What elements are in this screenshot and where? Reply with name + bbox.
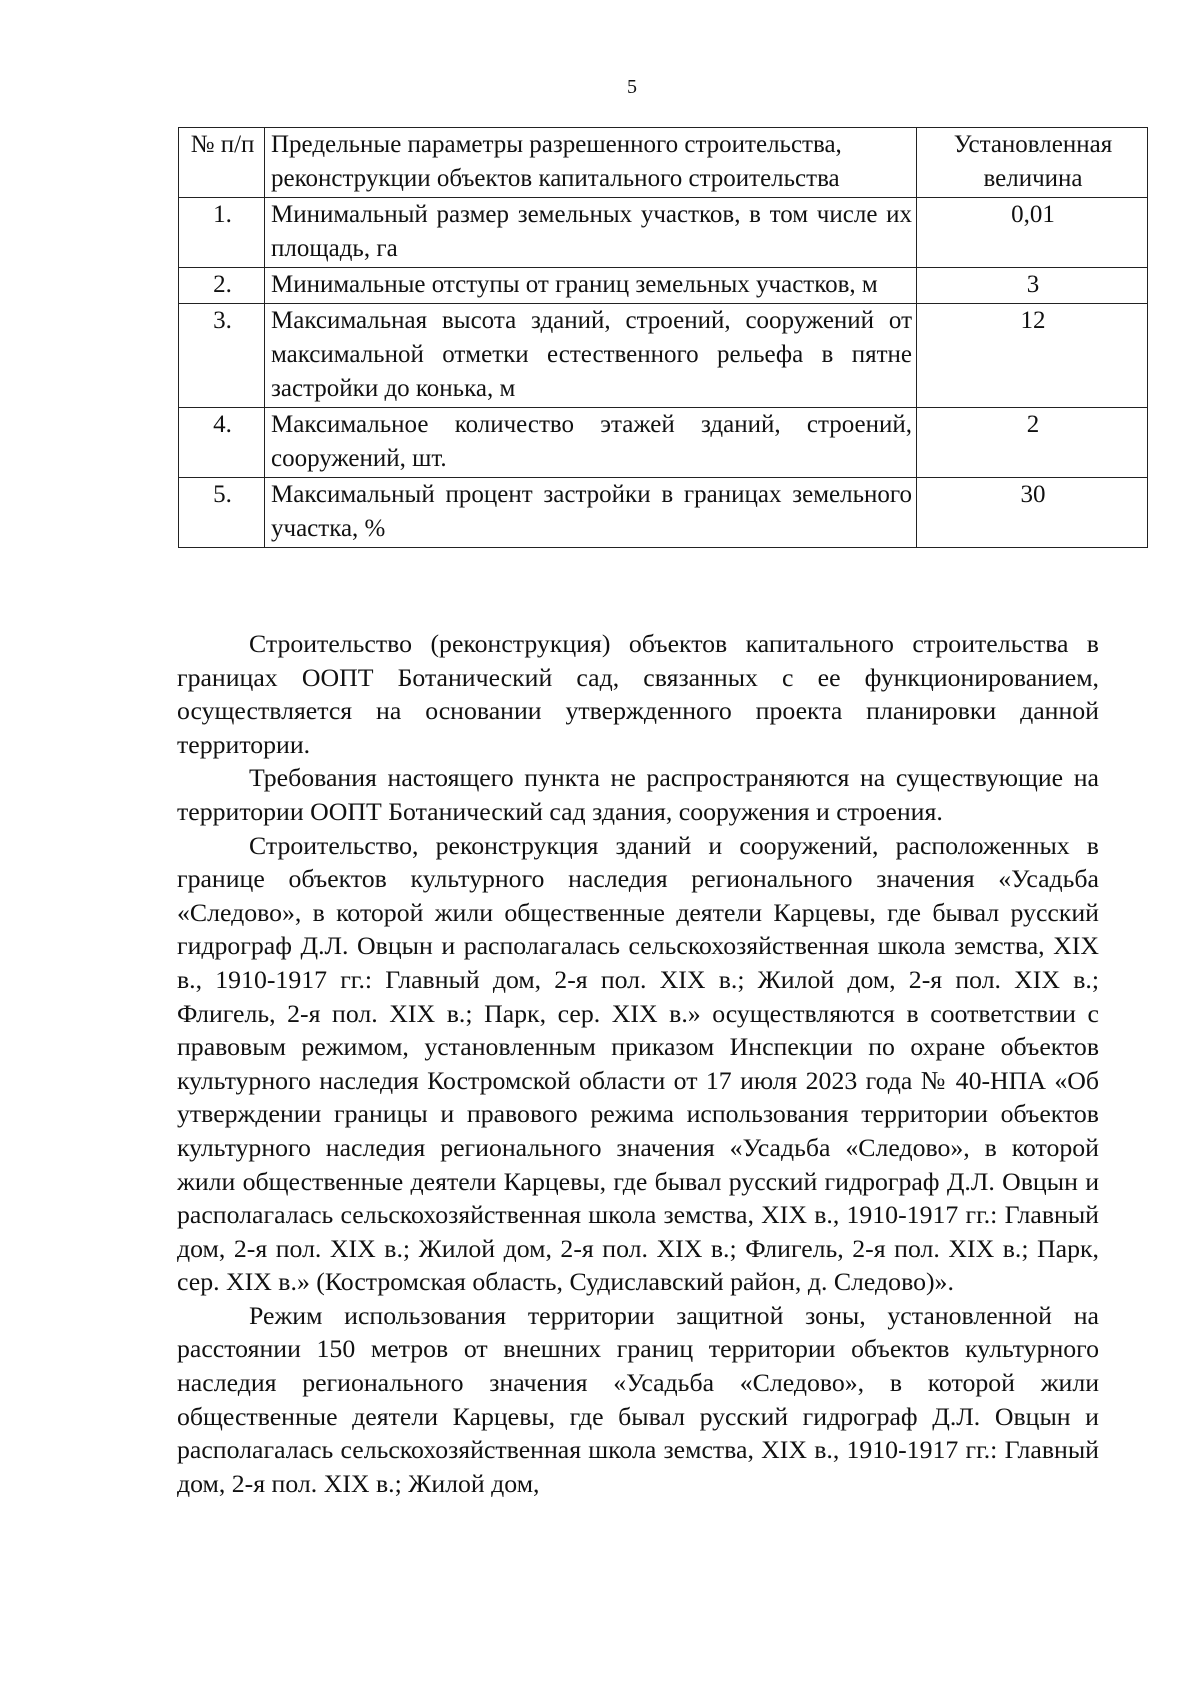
row-param: Максимальная высота зданий, строений, сооружений от максимальной отметки естественного рельефа в пятне застройки до конька, м <box>265 304 917 408</box>
table-row <box>179 478 1148 548</box>
body-text <box>177 627 1099 1500</box>
row-param: Максимальный процент застройки в границах земельного участка, % <box>265 478 917 548</box>
row-value: 2 <box>917 408 1148 478</box>
row-value: 12 <box>917 304 1148 408</box>
parameters-table <box>178 127 1148 548</box>
paragraph: Режим использования территории защитной зоны, установленной на расстоянии 150 метров от внешних границ территории объектов культурного наследия регионального значения «Усадьба «Следово», в которой жили общественные деятели Карцевы, где бывал русский гидрограф Д.Л. Овцын и располагалась сельскохозяйственная школа земства, XIX в., 1910-1917 гг.: Главный дом, 2-я пол. XIX в.; Жилой дом, <box>177 1300 1099 1498</box>
paragraph: Строительство, реконструкция зданий и сооружений, расположенных в границе объектов культурного наследия регионального значения «Усадьба «Следово», в которой жили общественные деятели Карцевы, где бывал русский гидрограф Д.Л. Овцын и располагалась сельскохозяйственная школа земства, XIX в., 1910-1917 гг.: Главный дом, 2-я пол. XIX в.; Жилой дом, 2-я пол. XIX в.; Флигель, 2-я пол. XIX в.; Парк, сер. XIX в.» осуществляются в соответствии с правовым режимом, установленным приказом Инспекции по охране объектов культурного наследия Костромской области от 17 июля 2023 года № 40-НПА «Об утверждении границы и правового режима использования территории объектов культурного наследия регионального значения «Усадьба «Следово», в которой жили общественные деятели Карцевы, где бывал русский гидрограф Д.Л. Овцын и располагалась сельскохозяйственная школа земства, XIX в., 1910-1917 гг.: Главный дом, 2-я пол. XIX в.; Жилой дом, 2-я пол. XIX в.; Флигель, 2-я пол. XIX в.; Парк, сер. XIX в.» (Костромская область, Судиславский район, д. Следово)». <box>177 830 1099 1297</box>
table-row <box>179 408 1148 478</box>
header-num: № п/п <box>179 128 265 198</box>
paragraph: Строительство (реконструкция) объектов капитального строительства в границах ООПТ Ботанический сад, связанных с ее функционированием, осуществляется на основании утвержденного проекта планировки данной территории. <box>177 629 1099 759</box>
row-param: Минимальный размер земельных участков, в том числе их площадь, га <box>265 198 917 268</box>
row-num: 1. <box>179 198 265 268</box>
table-row <box>179 198 1148 268</box>
row-num: 3. <box>179 304 265 408</box>
row-value: 0,01 <box>917 198 1148 268</box>
row-param: Минимальные отступы от границ земельных участков, м <box>265 268 917 304</box>
table-header-row <box>179 128 1148 198</box>
row-num: 5. <box>179 478 265 548</box>
row-param: Максимальное количество этажей зданий, строений, сооружений, шт. <box>265 408 917 478</box>
row-value: 3 <box>917 268 1148 304</box>
row-num: 2. <box>179 268 265 304</box>
paragraph: Требования настоящего пункта не распространяются на существующие на территории ООПТ Ботанический сад здания, сооружения и строения. <box>177 763 1099 826</box>
table-row <box>179 304 1148 408</box>
row-num: 4. <box>179 408 265 478</box>
header-param: Предельные параметры разрешенного строительства, реконструкции объектов капитального строительства <box>265 128 917 198</box>
page-number: 5 <box>627 76 637 98</box>
table-row <box>179 268 1148 304</box>
header-value: Установленная величина <box>917 128 1148 198</box>
row-value: 30 <box>917 478 1148 548</box>
